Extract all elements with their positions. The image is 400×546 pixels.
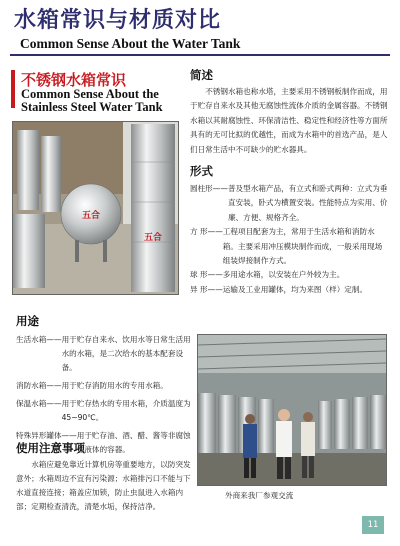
use-item-desc: 用于贮存自来水、饮用水等日常生活用水的水箱，是二次给水的基本配套设备。 bbox=[61, 335, 191, 372]
use-item-desc: 用于贮存热水的专用水箱，介质温度为45~90℃。 bbox=[61, 399, 191, 422]
tanks-illustration bbox=[13, 122, 178, 294]
page-title: 水箱常识与材质对比 bbox=[14, 8, 222, 33]
use-item-key: 生活水箱—— bbox=[16, 335, 62, 344]
header-rule bbox=[10, 54, 390, 56]
use-item bbox=[16, 379, 192, 393]
form-item-key: 圆柱形—— bbox=[190, 184, 228, 193]
section-title: 不锈钢水箱常识 bbox=[21, 71, 127, 89]
form-item-desc: 工程项目配套为主，常用于生活水箱和消防水箱。主要采用冲压模块制作而成，一般采用现场组装焊接制作方式。 bbox=[222, 227, 383, 266]
visitors-photo bbox=[197, 334, 387, 486]
form-item bbox=[190, 283, 388, 297]
form-item-desc: 多用途水箱，以安装在户外较为主。 bbox=[222, 270, 345, 280]
form-item-desc: 运输及工业用罐体，均为来图（样）定制。 bbox=[222, 284, 368, 294]
forms-heading: 形式 bbox=[190, 164, 213, 178]
uses-heading: 用途 bbox=[16, 314, 39, 328]
use-item-key: 特殊异形罐体—— bbox=[16, 431, 77, 440]
forms-list bbox=[190, 182, 388, 297]
form-item-desc: 普及型水箱产品，有立式和卧式两种：立式为垂直安装，卧式为横置安装。性能特点为实用、价廉、方便、规格齐全。 bbox=[227, 184, 388, 222]
use-item-key: 保温水箱—— bbox=[16, 399, 62, 408]
tank-mark-2: 五合 bbox=[143, 233, 163, 243]
overview-text: 不锈钢水箱也称水塔，主要采用不锈钢板制作而成，用于贮存自来水及其他无腐蚀性流体介质的金属容器。不锈钢水箱以其耐腐蚀性、环保清洁性、稳定性和经济性等方面所具有的无可比拟的优越性，而成为水箱中的首选产品，是人们日常生活中不可缺少的贮水器具。 bbox=[190, 87, 388, 154]
use-item bbox=[16, 397, 192, 425]
notes-heading: 使用注意事项 bbox=[16, 441, 85, 455]
form-item-key: 方 形—— bbox=[190, 227, 223, 237]
form-item bbox=[190, 225, 388, 268]
use-item-desc: 用于贮存油、酒、醋、酱等非腐蚀性液体的容器。 bbox=[76, 431, 191, 454]
form-item bbox=[190, 268, 388, 282]
use-item-desc: 用于贮存消防用水的专用水箱。 bbox=[61, 381, 168, 390]
overview-heading: 简述 bbox=[190, 68, 213, 82]
notes-text: 水箱应避免靠近计算机房等重要地方，以防突发意外；水箱周边不宜有污染源；水箱排污口不能与下水道直接连接；箱盖应加锁，防止虫鼠进入水箱内部；定期检查清洗，清楚水垢，保持洁净。 bbox=[16, 460, 191, 511]
visitors-illustration bbox=[198, 335, 386, 485]
form-item-key: 球 形—— bbox=[190, 270, 223, 280]
form-item-key: 异 形—— bbox=[190, 284, 223, 294]
page-subtitle: Common Sense About the Water Tank bbox=[20, 36, 241, 51]
section-accent-bar bbox=[11, 70, 15, 108]
photo-caption: 外商来我厂参观交流 bbox=[225, 491, 294, 500]
uses-list bbox=[16, 333, 192, 457]
page-number: 11 bbox=[362, 516, 384, 534]
use-item-key: 消防水箱—— bbox=[16, 381, 62, 390]
use-item bbox=[16, 333, 192, 375]
form-item bbox=[190, 182, 388, 225]
tanks-photo bbox=[12, 121, 179, 295]
section-title-en: Common Sense About the Stainless Steel Water Tank bbox=[21, 87, 163, 114]
tank-mark-1: 五合 bbox=[81, 211, 101, 221]
